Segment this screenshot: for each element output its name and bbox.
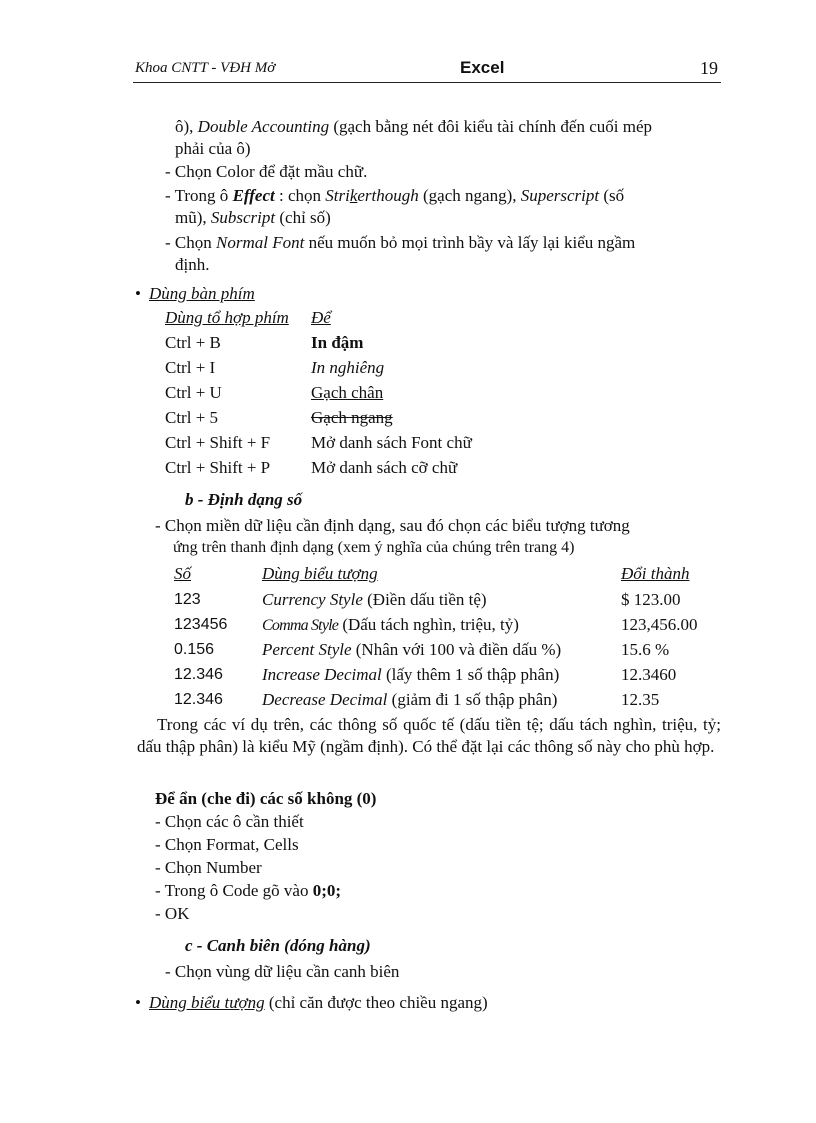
normal-font-paragraph: - Chọn Normal Font nếu muốn bỏ mọi trình bầy và lấy lại kiểu ngầm định.	[165, 233, 636, 274]
header-department: Khoa CNTT - VĐH Mở	[135, 60, 276, 76]
format-number: 12.346	[174, 691, 223, 708]
icon-column-header: Dùng biểu tượng	[262, 564, 378, 583]
number-format-intro: - Chọn miền dữ liệu cần định dạng, sau đó chọn các biểu tượng tương ứng trên thanh định dạng (xem ý nghĩa của chúng trên trang 4)	[155, 516, 630, 556]
format-icon-desc: Increase Decimal (lấy thêm 1 số thập phân)	[262, 665, 560, 684]
hide-zero-step: - OK	[155, 904, 190, 923]
format-number: 0.156	[174, 641, 215, 658]
shortcut-effect: Gạch ngang	[311, 408, 393, 427]
effect-column-header: Để	[311, 308, 331, 327]
shortcut-effect: Mở danh sách Font chữ	[311, 433, 472, 452]
page-number: 19	[700, 58, 718, 78]
format-number: 123	[174, 591, 201, 608]
shortcut-keys: Ctrl + Shift + F	[165, 433, 271, 452]
format-icon-desc: Comma Style (Dấu tách nghìn, triệu, tỷ)	[262, 615, 519, 634]
hide-zero-heading: Để ẩn (che đi) các số không (0)	[155, 789, 377, 808]
format-result: 15.6 %	[621, 640, 670, 659]
format-number: 123456	[174, 616, 228, 633]
shortcut-keys: Ctrl + Shift + P	[165, 458, 271, 477]
color-option: - Chọn Color để đặt mầu chữ.	[165, 162, 368, 181]
format-result: 12.35	[621, 690, 660, 709]
shortcut-keys: Ctrl + I	[165, 358, 216, 377]
keys-column-header: Dùng tổ hợp phím	[165, 308, 289, 327]
locale-note-paragraph: Trong các ví dụ trên, các thông số quốc tế (dấu tiền tệ; dấu tách nghìn, triệu, tỷ; dấu thập phân) là kiểu Mỹ (ngầm định). Có thể đặt lại các thông số này cho phù hợp.	[137, 715, 721, 756]
shortcut-keys: Ctrl + U	[165, 383, 222, 402]
shortcut-keys: Ctrl + 5	[165, 408, 219, 427]
result-column-header: Đổi thành	[621, 564, 690, 583]
hide-zero-step: - Chọn các ô cần thiết	[155, 812, 304, 831]
number-format-heading: b - Định dạng số	[185, 490, 303, 509]
format-icon-desc: Currency Style (Điền dấu tiền tệ)	[262, 590, 487, 609]
alignment-heading: c - Canh biên (dóng hàng)	[185, 936, 371, 955]
format-result: 12.3460	[621, 665, 677, 684]
double-accounting-paragraph: ô), Double Accounting (gạch bằng nét đôi kiểu tài chính đến cuối mép phải của ô)	[175, 117, 652, 158]
shortcut-keys: Ctrl + B	[165, 333, 221, 352]
shortcut-effect: In nghiêng	[311, 358, 385, 377]
format-result: 123,456.00	[621, 615, 698, 634]
format-icon-desc: Decrease Decimal (giảm đi 1 số thập phân)	[262, 690, 558, 709]
hide-zero-step: - Trong ô Code gõ vào 0;0;	[155, 881, 342, 900]
effect-paragraph: - Trong ô Effect : chọn Strikerthough (gạch ngang), Superscript (số mũ), Subscript (chỉ số)	[165, 186, 625, 227]
keyboard-section-title: Dùng bàn phím	[149, 284, 255, 303]
header-title: Excel	[460, 58, 505, 77]
shortcut-effect: In đậm	[311, 333, 364, 352]
hide-zero-step: - Chọn Number	[155, 858, 262, 877]
format-icon-desc: Percent Style (Nhân với 100 và điền dấu %)	[262, 640, 562, 659]
format-number: 12.346	[174, 666, 223, 683]
shortcut-effect: Mở danh sách cỡ chữ	[311, 458, 458, 477]
alignment-icon-item: Dùng biểu tượng (chỉ căn được theo chiều ngang)	[149, 993, 488, 1012]
number-column-header: Số	[174, 564, 191, 583]
format-result: $ 123.00	[621, 590, 681, 609]
hide-zero-step: - Chọn Format, Cells	[155, 835, 299, 854]
alignment-step: - Chọn vùng dữ liệu cần canh biên	[165, 962, 400, 981]
shortcut-effect: Gạch chân	[311, 383, 384, 402]
header-divider	[133, 82, 721, 83]
